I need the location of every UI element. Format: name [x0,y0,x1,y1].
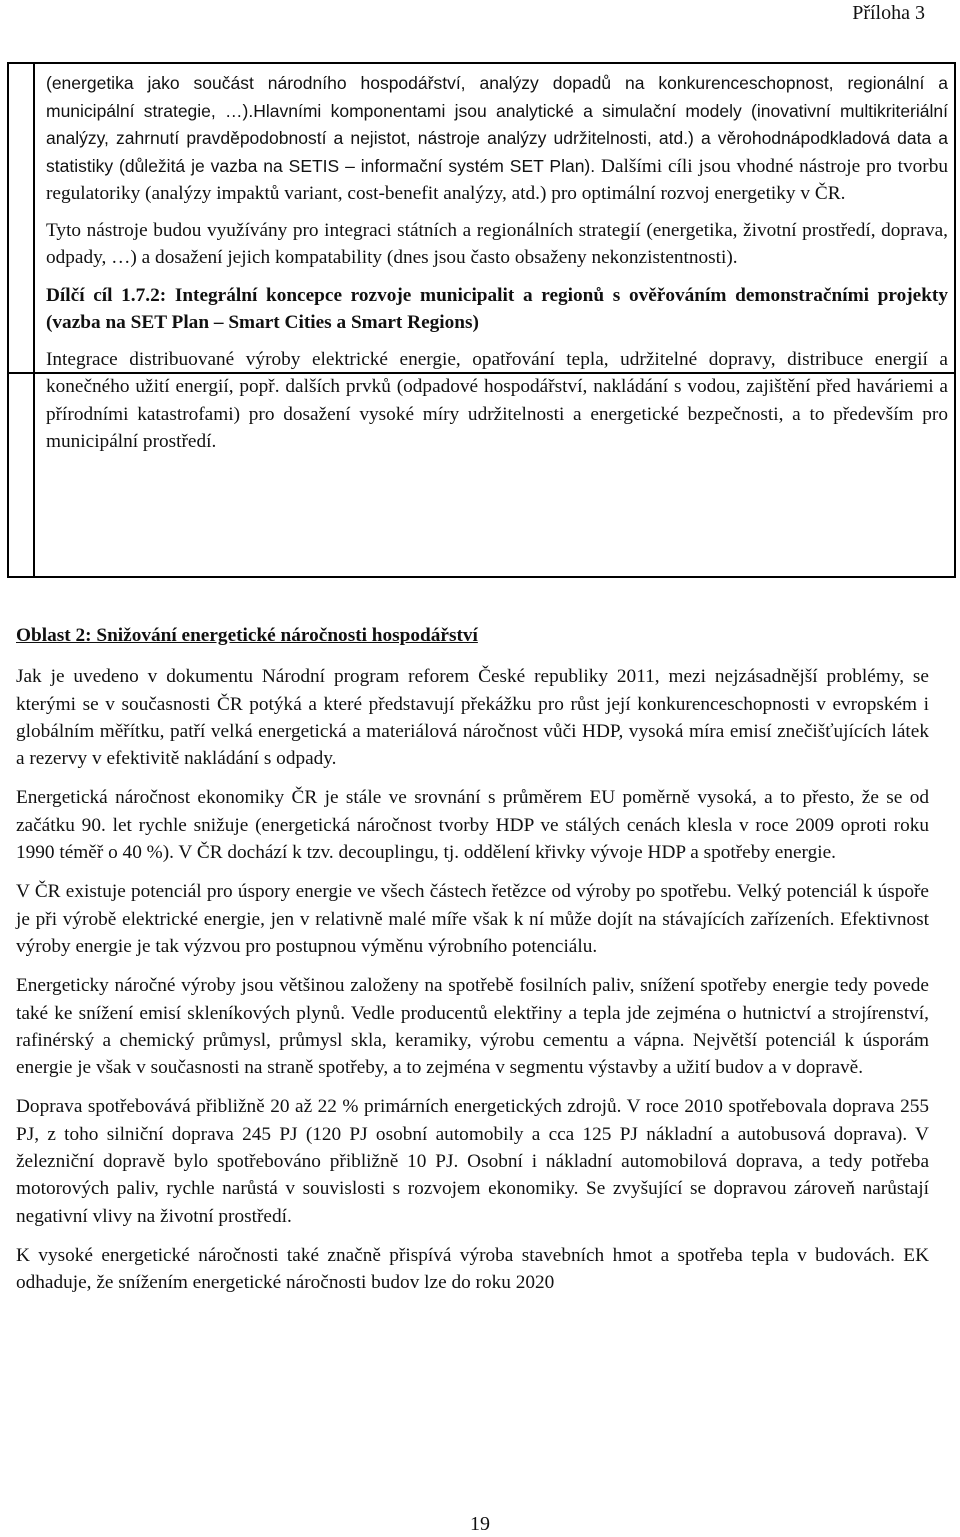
section-heading: Oblast 2: Snižování energetické náročnosti hospodářství [16,625,478,646]
box-paragraph-1-part-1: (energetika jako součást národního hospodářství, analýzy dopadů na konkurenceschopnost, regionální a municipální strategie, …). [46,73,948,121]
box-paragraph-1 [46,70,948,208]
section-paragraph: V ČR existuje potenciál pro úspory energie ve všech částech řetězce od výroby po spotřebu. Velký potenciál k úspoře je při výrobě elektrické energie, jen v relativně malé míře však k ní může dojít na stávajících zařízeních. Efektivnost výroby energie je tak výzvou pro postupnou výměnu výrobního potenciálu. [16,881,929,957]
box-paragraph-1-part-3: Dalšími cíli jsou vhodné nástroje pro tvorbu regulatoriky (analýzy impaktů variant, cost-benefit analýzy, atd.) pro optimální rozvoj energetiky v ČR. [46,155,948,204]
section-paragraph: Jak je uvedeno v dokumentu Národní program reforem České republiky 2011, mezi nejzásadnější problémy, se kterými se v současnosti ČR potýká a které představují překážku pro růst její konkurenceschopnosti v evropském i globálním měřítku, patří velká energetická a materiálová náročnost vůči HDP, vysoká míra emisí znečišťujících látek a rezervy v efektivitě nakládání s odpady. [16,666,929,770]
goal-title: Dílčí cíl 1.7.2: Integrální koncepce rozvoje municipalit a regionů s ověřováním demonstračními projekty (vazba na SET Plan – Smart Cities a Smart Regions) [46,284,948,333]
section-paragraph: K vysoké energetické náročnosti také značně přispívá výroba stavebních hmot a spotřeba tepla v budovách. EK odhaduje, že snížením energetické náročnosti budov lze do roku 2020 [16,1244,929,1294]
main-section [16,622,929,1297]
section-paragraph: Doprava spotřebovává přibližně 20 až 22 % primárních energetických zdrojů. V roce 2010 spotřebovala doprava 255 PJ, z toho silniční doprava 245 PJ (120 PJ osobní automobily a cca 125 PJ nákladní a autobusová doprava). V železniční dopravě bylo spotřebováno přibližně 10 PJ. Osobní i nákladní automobilová doprava, a tedy potřeba motorových paliv, rychle narůstá v souvislosti s rozvojem ekonomiky. Se zvyšující se dopravou zároveň narůstají negativní vlivy na životní prostředí. [16,1096,929,1227]
page-number: 19 [470,1513,490,1535]
section-paragraph: Energeticky náročné výroby jsou většinou založeny na spotřebě fosilních paliv, snížení spotřeby energie tedy povede také ke snížení emisí skleníkových plynů. Vedle producentů elektřiny a tepla jde zejména o hutnictví a strojírenství, rafinérský a chemický průmysl, průmysl skla, keramiky, výrobu cementu a vápna. Největší potenciál k úsporám energie je však v současnosti na straně spotřeby, a to zejména v segmentu výstavby a užití budov a v dopravě. [16,975,929,1079]
section-paragraph: Energetická náročnost ekonomiky ČR je stále ve srovnání s průměrem EU poměrně vysoká, a to přesto, že se od začátku 90. let rychle snižuje (energetická náročnost tvorby HDP ve stálých cenách klesla v roce 2009 oproti roku 1990 téměř o 40 %). V ČR dochází k tzv. decouplingu, tj. oddělení křivky vývoje HDP a spotřeby energie. [16,787,929,864]
box-paragraph-1-part-2: Hlavními komponentami jsou analytické a simulační modely (inovativní multikriteriální analýzy, zahrnutí pravděpodobností a nejistot, nástroje analýzy udržitelnosti, atd.) a věrohodnápodkladová data a statistiky (důležitá je vazba na SETIS – informační systém SET Plan). [46,100,948,176]
goal-text: Integrace distribuované výroby elektrické energie, opatřování tepla, udržitelné dopravy, distribuce energií a konečného užití energií, popř. dalších prvků (odpadové hospodářství, nakládání s vodou, zajištění před haváriemi a přírodními katastrofami) pro dosažení vysoké míry udržitelnosti a energetické bezpečnosti, a to především pro municipální prostředí. [46,348,948,452]
page-label: Příloha 3 [852,2,925,24]
table-column-divider [33,62,35,578]
box-paragraph-2: Tyto nástroje budou využívány pro integraci státních a regionálních strategií (energetika, životní prostředí, doprava, odpady, …) a dosažení jejich kompatability (dnes jsou často obsaženy nekonzistentnosti). [46,219,948,268]
table-content [46,70,948,456]
